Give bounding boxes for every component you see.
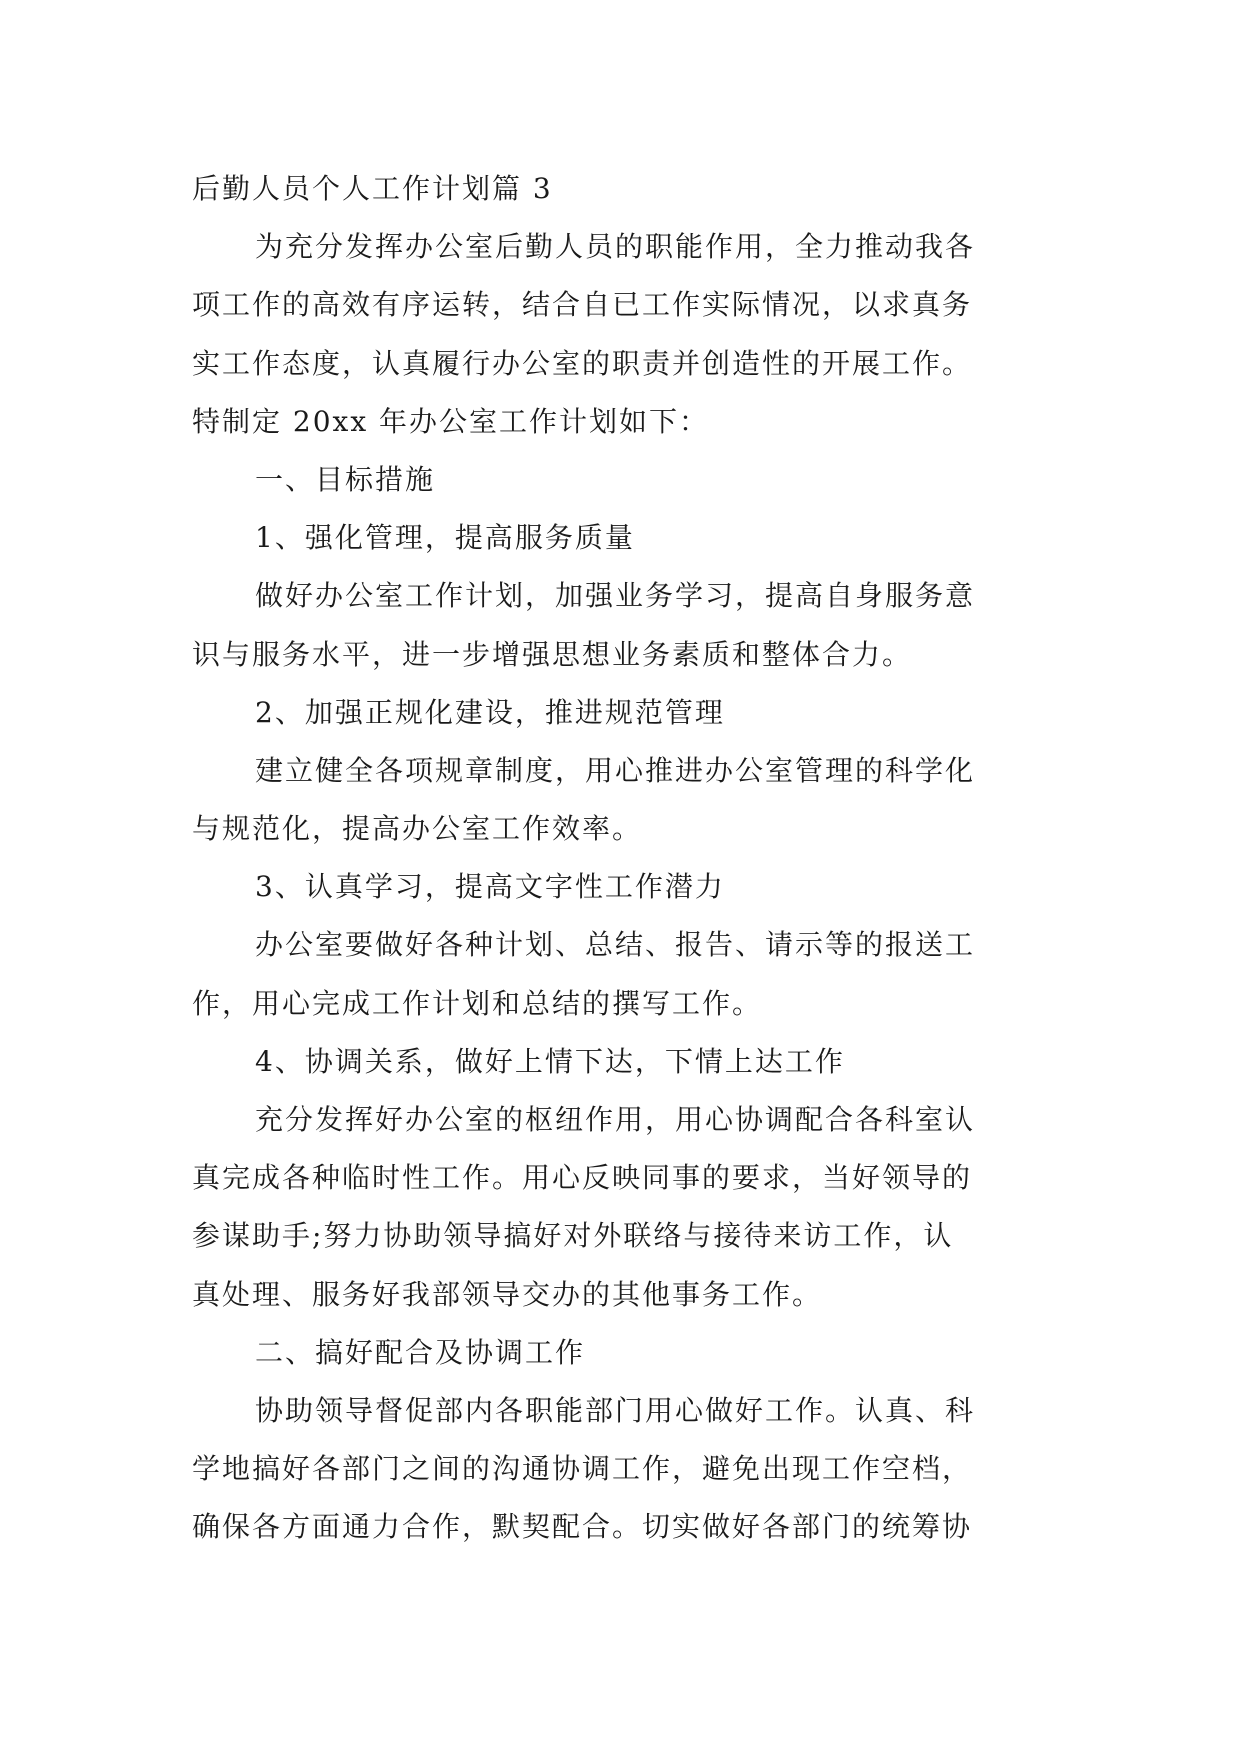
- text-line: 一、目标措施: [255, 462, 436, 496]
- text-line: 2、加强正规化建设，推进规范管理: [255, 695, 725, 729]
- text-line: 真处理、服务好我部领导交办的其他事务工作。: [192, 1277, 823, 1311]
- text-line: 做好办公室工作计划，加强业务学习，提高自身服务意: [255, 579, 976, 613]
- text-line: 建立健全各项规章制度，用心推进办公室管理的科学化: [255, 753, 976, 787]
- text-line: 识与服务水平，进一步增强思想业务素质和整体合力。: [192, 637, 913, 671]
- text-line: 3、认真学习，提高文字性工作潜力: [255, 870, 725, 904]
- text-line: 为充分发挥办公室后勤人员的职能作用，全力推动我各: [255, 230, 976, 264]
- document-body: [192, 160, 1052, 1557]
- text-line: 实工作态度，认真履行办公室的职责并创造性的开展工作。: [192, 346, 973, 380]
- text-line: 项工作的高效有序运转，结合自已工作实际情况，以求真务: [192, 288, 973, 322]
- text-line: 真完成各种临时性工作。用心反映同事的要求，当好领导的: [192, 1161, 973, 1195]
- text-line: 特制定 20xx 年办公室工作计划如下：: [192, 404, 710, 438]
- text-line: 充分发挥好办公室的枢纽作用，用心协调配合各科室认: [255, 1103, 976, 1136]
- text-line: 1、强化管理，提高服务质量: [255, 521, 635, 555]
- text-line: 二、搞好配合及协调工作: [255, 1335, 586, 1369]
- text-line: 4、协调关系，做好上情下达，下情上达工作: [255, 1044, 845, 1078]
- text-line: 办公室要做好各种计划、总结、报告、请示等的报送工: [255, 928, 976, 962]
- text-line: 学地搞好各部门之间的沟通协调工作，避免出现工作空档，: [192, 1452, 973, 1486]
- text-line: 参谋助手;努力协助领导搞好对外联络与接待来访工作，认: [192, 1219, 954, 1253]
- text-line: 作，用心完成工作计划和总结的撰写工作。: [192, 986, 763, 1020]
- text-line: 确保各方面通力合作，默契配合。切实做好各部门的统筹协: [192, 1510, 973, 1544]
- text-line: 与规范化，提高办公室工作效率。: [192, 812, 643, 846]
- document-title: 后勤人员个人工作计划篇 3: [192, 172, 553, 205]
- text-line: 协助领导督促部内各职能部门用心做好工作。认真、科: [255, 1393, 976, 1427]
